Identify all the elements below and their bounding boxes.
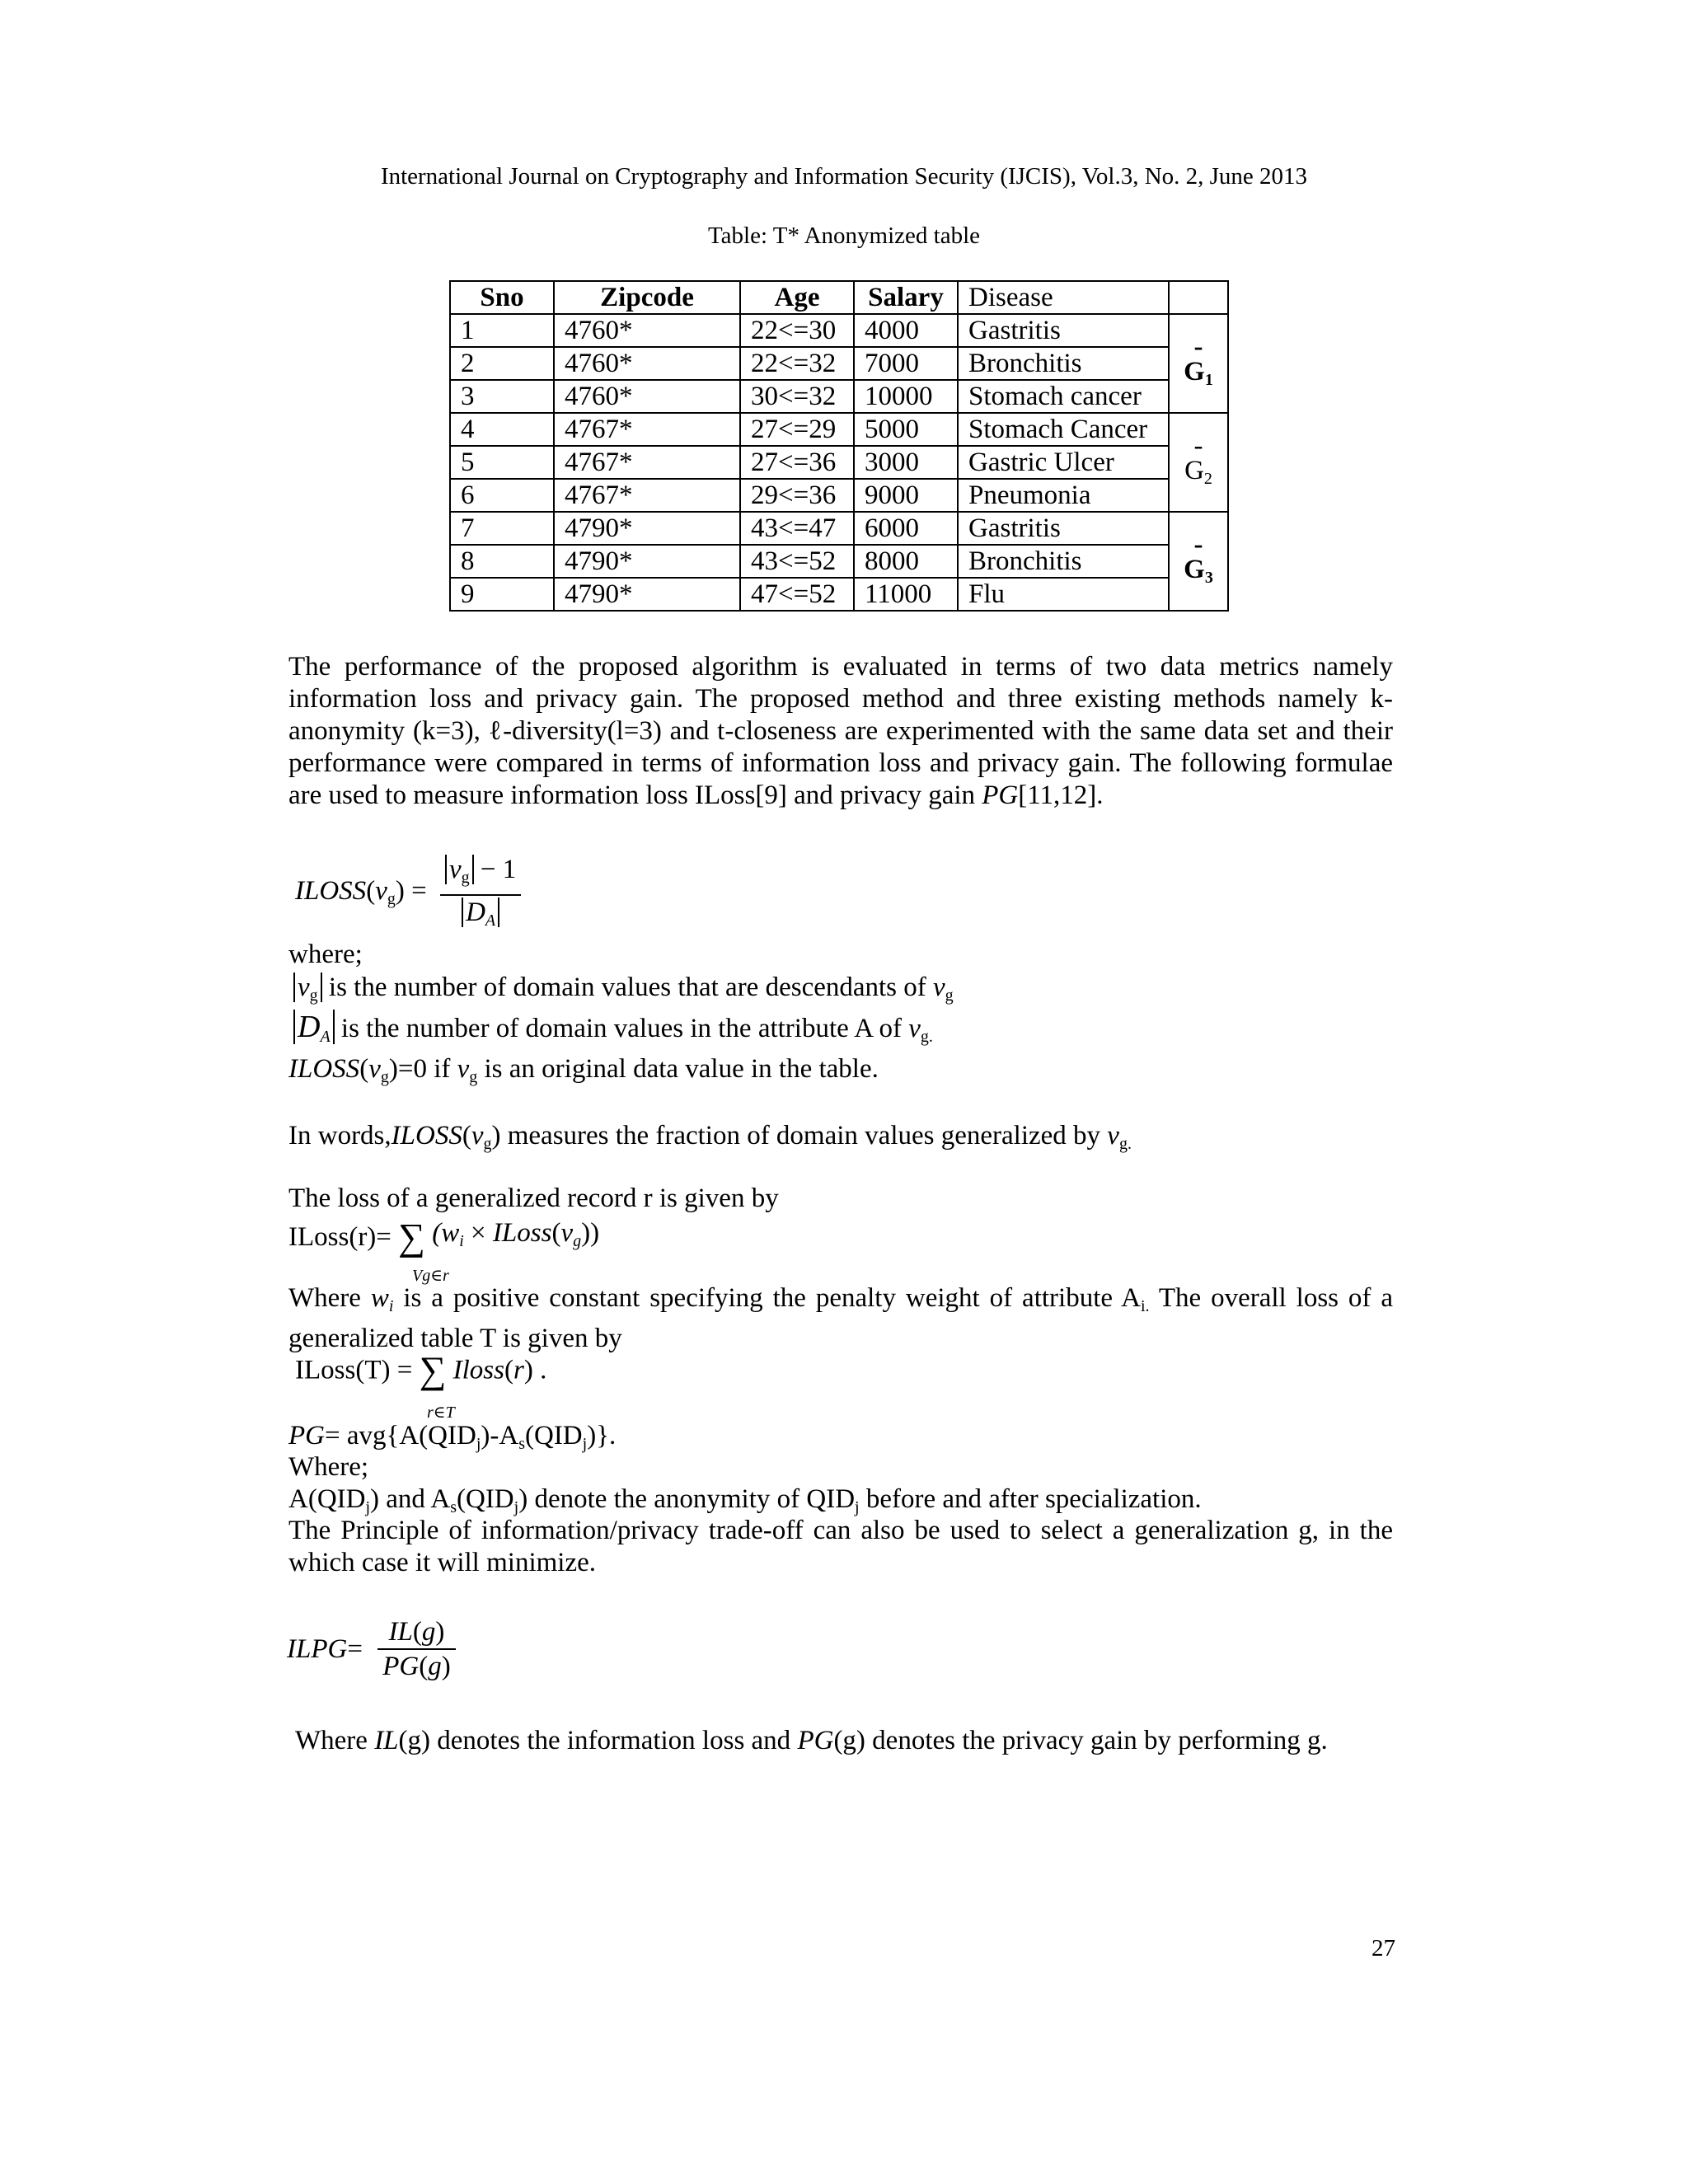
loss-record-intro: The loss of a generalized record r is given by <box>288 1183 779 1213</box>
table-cell: 30<=32 <box>740 380 854 413</box>
column-header: Salary <box>854 281 958 314</box>
table-cell: 6000 <box>854 512 958 545</box>
table-body <box>450 314 1228 611</box>
table-cell: 4767* <box>554 479 740 512</box>
table-cell: 4790* <box>554 512 740 545</box>
table-cell: 29<=36 <box>740 479 854 512</box>
anonymity-line: $A(QID_j)$ and $A_s(QID_j)$ denote the anonymity of $QID_j$ before and after specialization. <box>288 1484 1202 1516</box>
where-label-2: Where; <box>288 1452 369 1482</box>
table-cell: Gastritis <box>958 512 1169 545</box>
paragraph-performance: The performance of the proposed algorithm is evaluated in terms of two data metrics namely information loss and privacy gain. The proposed method and three existing methods namely k-anonymity (k=3), ℓ-diversity(l=3) and t-closeness are experimented with the same data set and their performance were compared in terms of information loss and privacy gain. The following formulae are used to measure information loss ILoss[9] and privacy gain PG[11,12]. <box>288 652 1393 810</box>
group-column-header <box>1169 281 1228 314</box>
table-cell: Gastric Ulcer <box>958 446 1169 479</box>
group-label <box>1169 314 1228 413</box>
table-cell: Gastritis <box>958 314 1169 347</box>
column-header: Sno <box>450 281 554 314</box>
table-cell: 6 <box>450 479 554 512</box>
table-cell: Stomach cancer <box>958 380 1169 413</box>
formula-iloss-record: ILoss(r)= ∑ ($w_i$ × $ILoss(v_g)$) Vg∈r <box>288 1216 599 1274</box>
sum-index: Vg∈r <box>412 1267 449 1285</box>
table-cell: 43<=47 <box>740 512 854 545</box>
table-cell: 47<=52 <box>740 578 854 611</box>
formula-ilpg: ILPG= $\frac{IL(g)}{PG(g)}$ <box>287 1615 456 1683</box>
table-cell: 2 <box>450 347 554 380</box>
table-cell: Bronchitis <box>958 545 1169 578</box>
table-cell: 7000 <box>854 347 958 380</box>
sigma-symbol: ∑ <box>398 1216 425 1258</box>
table-cell: 8 <box>450 545 554 578</box>
page-number: 27 <box>1372 1935 1395 1961</box>
table-cell: 4767* <box>554 446 740 479</box>
definition-line-3: $ILOSS(v_g)=0$ if $v_g$ is an original data value in the table. <box>288 1054 879 1086</box>
sum-index: r∈T <box>427 1404 455 1422</box>
table-row <box>450 512 1228 545</box>
sigma-symbol: ∑ <box>419 1348 447 1391</box>
table-cell: 11000 <box>854 578 958 611</box>
column-header: Age <box>740 281 854 314</box>
table-cell: 5 <box>450 446 554 479</box>
table-cell: 1 <box>450 314 554 347</box>
table-cell: 4760* <box>554 380 740 413</box>
table-cell: 27<=36 <box>740 446 854 479</box>
in-words-line: In $words,ILOSS(v_g)$ measures the fraction of domain values generalized by $v_{g.}$ <box>288 1121 1132 1153</box>
group-name: $G_2$ <box>1184 456 1212 488</box>
table-cell: 9 <box>450 578 554 611</box>
table-cell: 22<=32 <box>740 347 854 380</box>
table-cell: 4760* <box>554 314 740 347</box>
table-row <box>450 380 1228 413</box>
formula-record-lhs: ILoss(r)= <box>288 1222 392 1252</box>
table-cell: 4 <box>450 413 554 446</box>
table-cell: 5000 <box>854 413 958 446</box>
definition-line-2: $D_A$ is the number of domain values in the attribute A of $v_{g.}$ <box>293 1010 933 1053</box>
final-line: Where IL(g) denotes the information loss and PG(g) denotes the privacy gain by performing g. <box>295 1726 1328 1755</box>
table-cell: 8000 <box>854 545 958 578</box>
table-cell: Stomach Cancer <box>958 413 1169 446</box>
table-cell: 9000 <box>854 479 958 512</box>
formula-iloss: $ILOSS(v_g)$ = $\frac{v_g - 1}{D_A}$ <box>295 853 521 937</box>
table-cell: 27<=29 <box>740 413 854 446</box>
table-cell: Bronchitis <box>958 347 1169 380</box>
pg-formula: $PG= avg\{A(QID_j)-A_s(QID_j)\}$. <box>288 1421 617 1453</box>
where-wi-paragraph: Where $w_i$ is a positive constant specifying the penalty weight of attribute $A_{i.}$ The overall loss of a generalized table T is given by <box>288 1283 1393 1353</box>
table-cell: 3 <box>450 380 554 413</box>
table-row <box>450 413 1228 446</box>
column-header: Zipcode <box>554 281 740 314</box>
journal-header: International Journal on Cryptography and Information Security (IJCIS), Vol.3, No. 2, June 2013 <box>380 163 1308 190</box>
table-cell: 3000 <box>854 446 958 479</box>
column-header: Disease <box>958 281 1169 314</box>
table-cell: 4000 <box>854 314 958 347</box>
group-dash: - <box>1193 530 1203 560</box>
table-cell: 4767* <box>554 413 740 446</box>
table-cell: 10000 <box>854 380 958 413</box>
definition-line-1: $v_g$ is the number of domain values that are descendants of $v_g$ <box>293 971 954 1012</box>
table-caption: Table: T* Anonymized table <box>707 223 981 249</box>
group-label <box>1169 512 1228 611</box>
formula-iloss-table: ILoss(T) = ∑ Iloss(r) . r∈T <box>295 1352 546 1409</box>
table-cell: 4790* <box>554 578 740 611</box>
formula-table-lhs: ILoss(T) = <box>295 1355 413 1385</box>
table-row <box>450 347 1228 380</box>
principle-paragraph: The Principle of information/privacy trade-off can also be used to select a generalization g, in the which case it will minimize. <box>288 1516 1393 1577</box>
group-name: $G_3$ <box>1184 555 1213 587</box>
table-row <box>450 446 1228 479</box>
table-cell: Flu <box>958 578 1169 611</box>
table-row <box>450 479 1228 512</box>
table-cell: 22<=30 <box>740 314 854 347</box>
table-cell: Pneumonia <box>958 479 1169 512</box>
table-cell: 4760* <box>554 347 740 380</box>
table-cell: 43<=52 <box>740 545 854 578</box>
group-name: $G_1$ <box>1184 357 1213 389</box>
group-label <box>1169 413 1228 512</box>
table-cell: 4790* <box>554 545 740 578</box>
table-row <box>450 545 1228 578</box>
group-dash: - <box>1193 332 1203 362</box>
where-label-1: where; <box>288 940 363 969</box>
anonymized-table <box>449 280 1229 612</box>
table-row <box>450 578 1228 611</box>
table-header-row <box>450 281 1228 314</box>
table-cell: 7 <box>450 512 554 545</box>
table-row <box>450 314 1228 347</box>
group-dash: - <box>1193 431 1203 461</box>
